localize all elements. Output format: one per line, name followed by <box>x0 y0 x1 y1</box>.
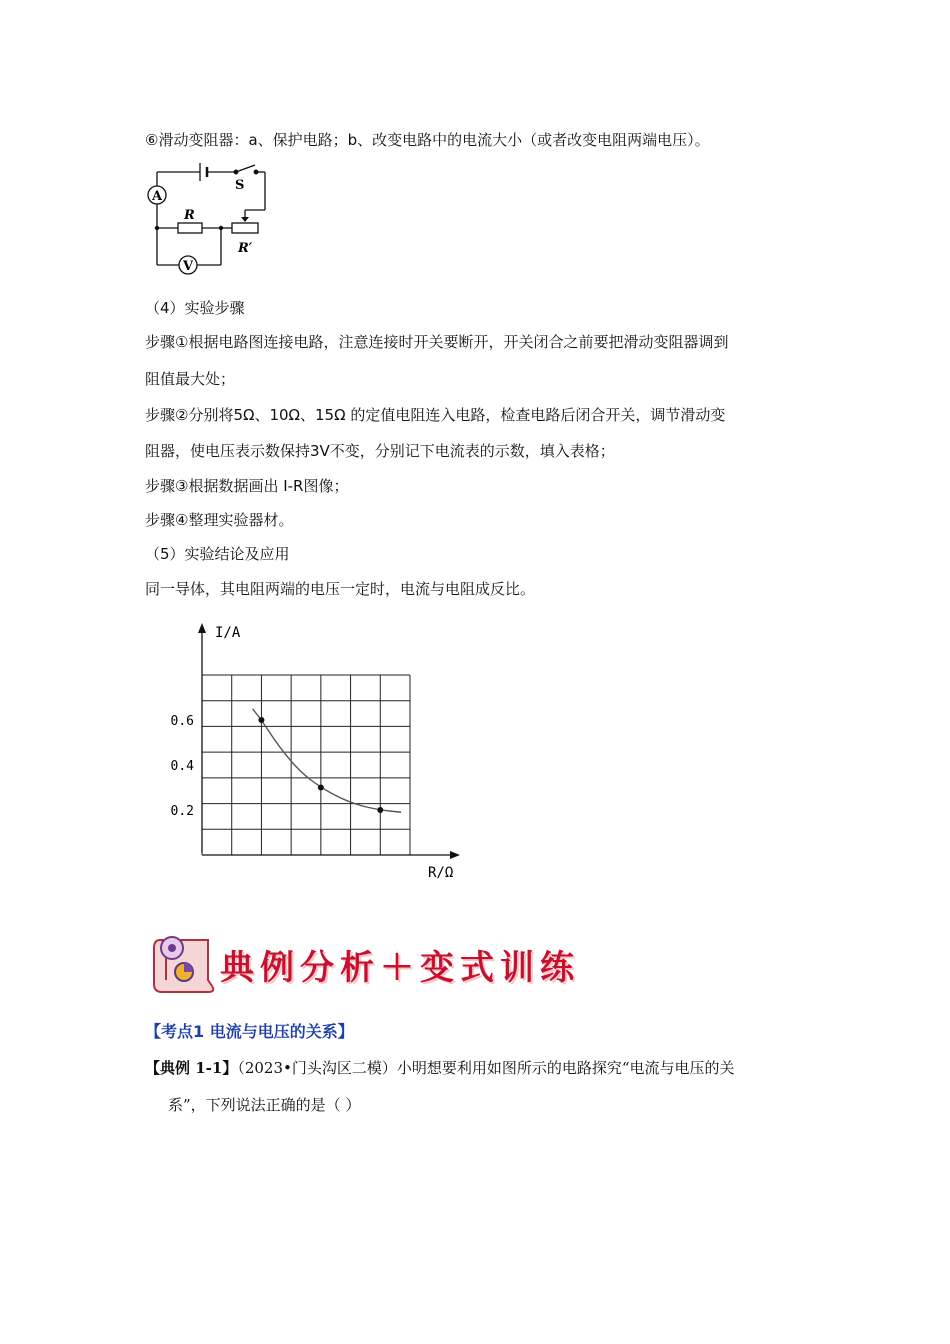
example-text-a: （2023•门头沟区二模）小明想要利用如图所示的电路探究“电流与电压的关 <box>237 1059 735 1077</box>
resistor-label: R <box>184 208 195 223</box>
switch-label: S <box>235 178 245 193</box>
voltmeter-label: V <box>182 259 194 274</box>
data-point <box>258 717 264 723</box>
rheostat-function-line: ⑥滑动变阻器：a、保护电路；b、改变电路中的电流大小（或者改变电阻两端电压）。 <box>145 131 710 149</box>
voltmeter <box>179 256 197 274</box>
conclusion-line: 同一导体，其电阻两端的电压一定时，电流与电阻成反比。 <box>145 580 536 598</box>
rheostat-label: R′ <box>238 241 253 256</box>
step-2-line-a: 步骤②分别将5Ω、10Ω、15Ω 的定值电阻连入电路，检查电路后闭合开关，调节滑动变 <box>145 406 726 424</box>
banner-title: 典例分析＋变式训练 <box>220 948 580 988</box>
step-2-line-b: 阻器，使电压表示数保持3V不变，分别记下电流表的示数，填入表格； <box>145 442 615 460</box>
banner-scroll-icon <box>150 932 220 996</box>
ammeter-label: A <box>151 189 163 204</box>
example-tag: 【典例 1-1】 <box>145 1059 238 1077</box>
switch-blade <box>236 165 255 172</box>
i-r-curve <box>253 709 402 813</box>
step-3-line: 步骤③根据数据画出 I-R图像； <box>145 477 349 495</box>
y-axis-arrow <box>198 623 206 633</box>
chart-grid <box>202 675 410 855</box>
y-tick-label: 0.2 <box>170 804 194 819</box>
resistor-symbol <box>178 223 202 233</box>
y-tick-label: 0.6 <box>170 714 194 729</box>
data-point <box>318 785 324 791</box>
step-4-line: 步骤④整理实验器材。 <box>145 511 294 529</box>
x-axis-arrow <box>450 851 460 859</box>
y-tick-label: 0.4 <box>170 759 194 774</box>
step-1-line-b: 阻值最大处； <box>145 370 236 388</box>
example-line-a <box>145 1058 735 1078</box>
circuit-diagram <box>140 155 280 275</box>
rheostat-symbol <box>232 223 258 233</box>
y-axis-label: I/A <box>215 625 241 641</box>
section-4-heading: （4）实验步骤 <box>145 299 245 317</box>
ammeter <box>148 186 166 204</box>
example-line-b: 系”，下列说法正确的是（ ） <box>168 1096 361 1114</box>
section-5-heading: （5）实验结论及应用 <box>145 545 290 563</box>
rheostat-slider-arrow <box>241 217 249 222</box>
x-axis-label: R/Ω <box>428 865 454 881</box>
kaodian-heading: 【考点1 电流与电压的关系】 <box>145 1022 354 1041</box>
i-r-chart <box>160 615 480 885</box>
data-point <box>377 807 383 813</box>
step-1-line-a: 步骤①根据电路图连接电路，注意连接时开关要断开，开关闭合之前要把滑动变阻器调到 <box>145 333 729 351</box>
